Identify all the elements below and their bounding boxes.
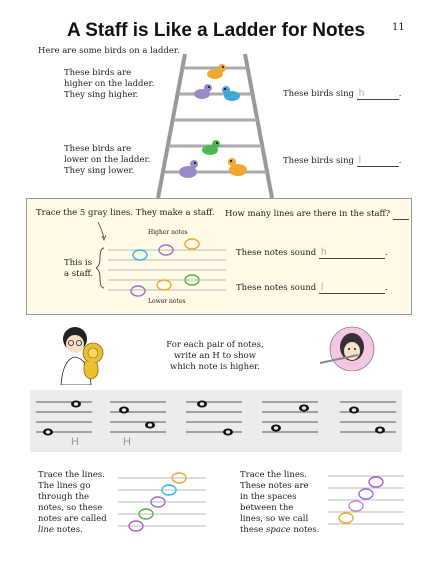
lower-answer-field[interactable]: l: [357, 155, 399, 167]
note-low: [157, 280, 171, 290]
space-notes-suffix: notes.: [290, 525, 320, 535]
line-notes-line: Trace the lines.: [38, 470, 105, 480]
girl-flute-illustration: [318, 325, 378, 375]
pair-answer-2[interactable]: H: [123, 436, 131, 448]
higher-answer-field[interactable]: h: [357, 88, 399, 100]
bird-icon: [222, 86, 240, 101]
lower-answer-label: These birds sing: [283, 156, 354, 166]
space-note: [369, 477, 383, 487]
line-notes-term: line: [38, 525, 54, 535]
space-notes-text: [240, 470, 320, 536]
note-high: [133, 250, 147, 260]
high-sound-row: These notes sound h .: [236, 247, 388, 258]
line-notes-suffix: notes.: [53, 525, 83, 535]
lower-text-line: These birds are: [64, 144, 132, 154]
arrow-icon: [98, 222, 104, 238]
line-notes-line: The lines go: [38, 481, 91, 491]
brace-icon: [96, 248, 104, 288]
bird-icon: [179, 160, 198, 178]
higher-text-line: They sing higher.: [64, 90, 139, 100]
note-high: [185, 239, 199, 249]
staff-instruction: Trace the 5 gray lines. They make a staff.: [36, 208, 215, 218]
lower-answer-row: These birds sing l .: [283, 155, 402, 166]
line-notes-line: through the: [38, 492, 90, 502]
line-notes-text: [38, 470, 107, 536]
pair-answer-1[interactable]: H: [71, 436, 79, 448]
low-sound-label: These notes sound: [236, 283, 317, 293]
space-notes-line: These notes are: [240, 481, 309, 491]
staff-lines: [108, 250, 226, 290]
page-title: A Staff is Like a Ladder for Notes: [66, 20, 366, 41]
high-sound-field[interactable]: h: [319, 247, 385, 259]
space-notes-prefix: these: [240, 525, 267, 535]
boy-tuba-illustration: [55, 325, 110, 385]
staff-label-line: a staff.: [64, 269, 94, 279]
bird-icon: [194, 84, 212, 99]
lower-text-line: lower on the ladder.: [64, 155, 151, 165]
note-low: [131, 286, 145, 296]
space-note: [359, 489, 373, 499]
higher-text-line: These birds are: [64, 68, 132, 78]
lower-notes-label: Lower notes: [148, 298, 186, 305]
space-notes-line: Trace the lines.: [240, 470, 307, 480]
low-sound-row: These notes sound l .: [236, 282, 388, 293]
bird-icon: [207, 64, 226, 79]
high-sound-label: These notes sound: [236, 248, 317, 258]
space-notes-term-line: [240, 525, 320, 536]
staff-label-line: This is: [64, 258, 93, 268]
higher-answer-label: These birds sing: [283, 89, 354, 99]
higher-text-line: higher on the ladder.: [64, 79, 155, 89]
higher-notes-label: Higher notes: [148, 229, 188, 236]
space-note: [339, 513, 353, 523]
lower-text: [64, 144, 150, 177]
whole-notes: [43, 401, 385, 436]
staff-question-row: [225, 208, 409, 220]
lower-text-line: They sing lower.: [64, 166, 135, 176]
this-is-a-staff: [64, 258, 93, 280]
line-count-field[interactable]: [393, 208, 409, 220]
tuba-icon: [83, 343, 103, 379]
line-notes-line: notes are called: [38, 514, 107, 524]
ladder-illustration: [150, 52, 280, 202]
pair-instruction-line: which note is higher.: [170, 362, 260, 372]
low-sound-field[interactable]: l: [319, 282, 385, 294]
space-notes-term: space: [266, 525, 291, 535]
space-note: [349, 501, 363, 511]
pair-instruction-line: write an H to show: [173, 351, 257, 361]
space-notes-line: lines, so we call: [240, 514, 309, 524]
page-number: 11: [392, 22, 405, 33]
line-notes-term-line: [38, 525, 107, 536]
pair-instruction-line: For each pair of notes,: [166, 340, 264, 350]
note-pairs-staff: [30, 390, 402, 452]
space-notes-line: in the spaces: [240, 492, 297, 502]
staff-question: How many lines are there in the staff?: [225, 209, 391, 219]
pair-instruction: [120, 340, 310, 373]
space-notes-line: between the: [240, 503, 294, 513]
line-notes-diagram: [116, 468, 208, 534]
line-notes-line: notes, so these: [38, 503, 103, 513]
bird-icon: [202, 140, 220, 155]
higher-answer-row: These birds sing h .: [283, 88, 402, 99]
higher-text: [64, 68, 154, 101]
bird-icon: [228, 158, 247, 176]
space-notes-diagram: [326, 472, 406, 530]
ladder-intro: Here are some birds on a ladder.: [38, 46, 180, 56]
